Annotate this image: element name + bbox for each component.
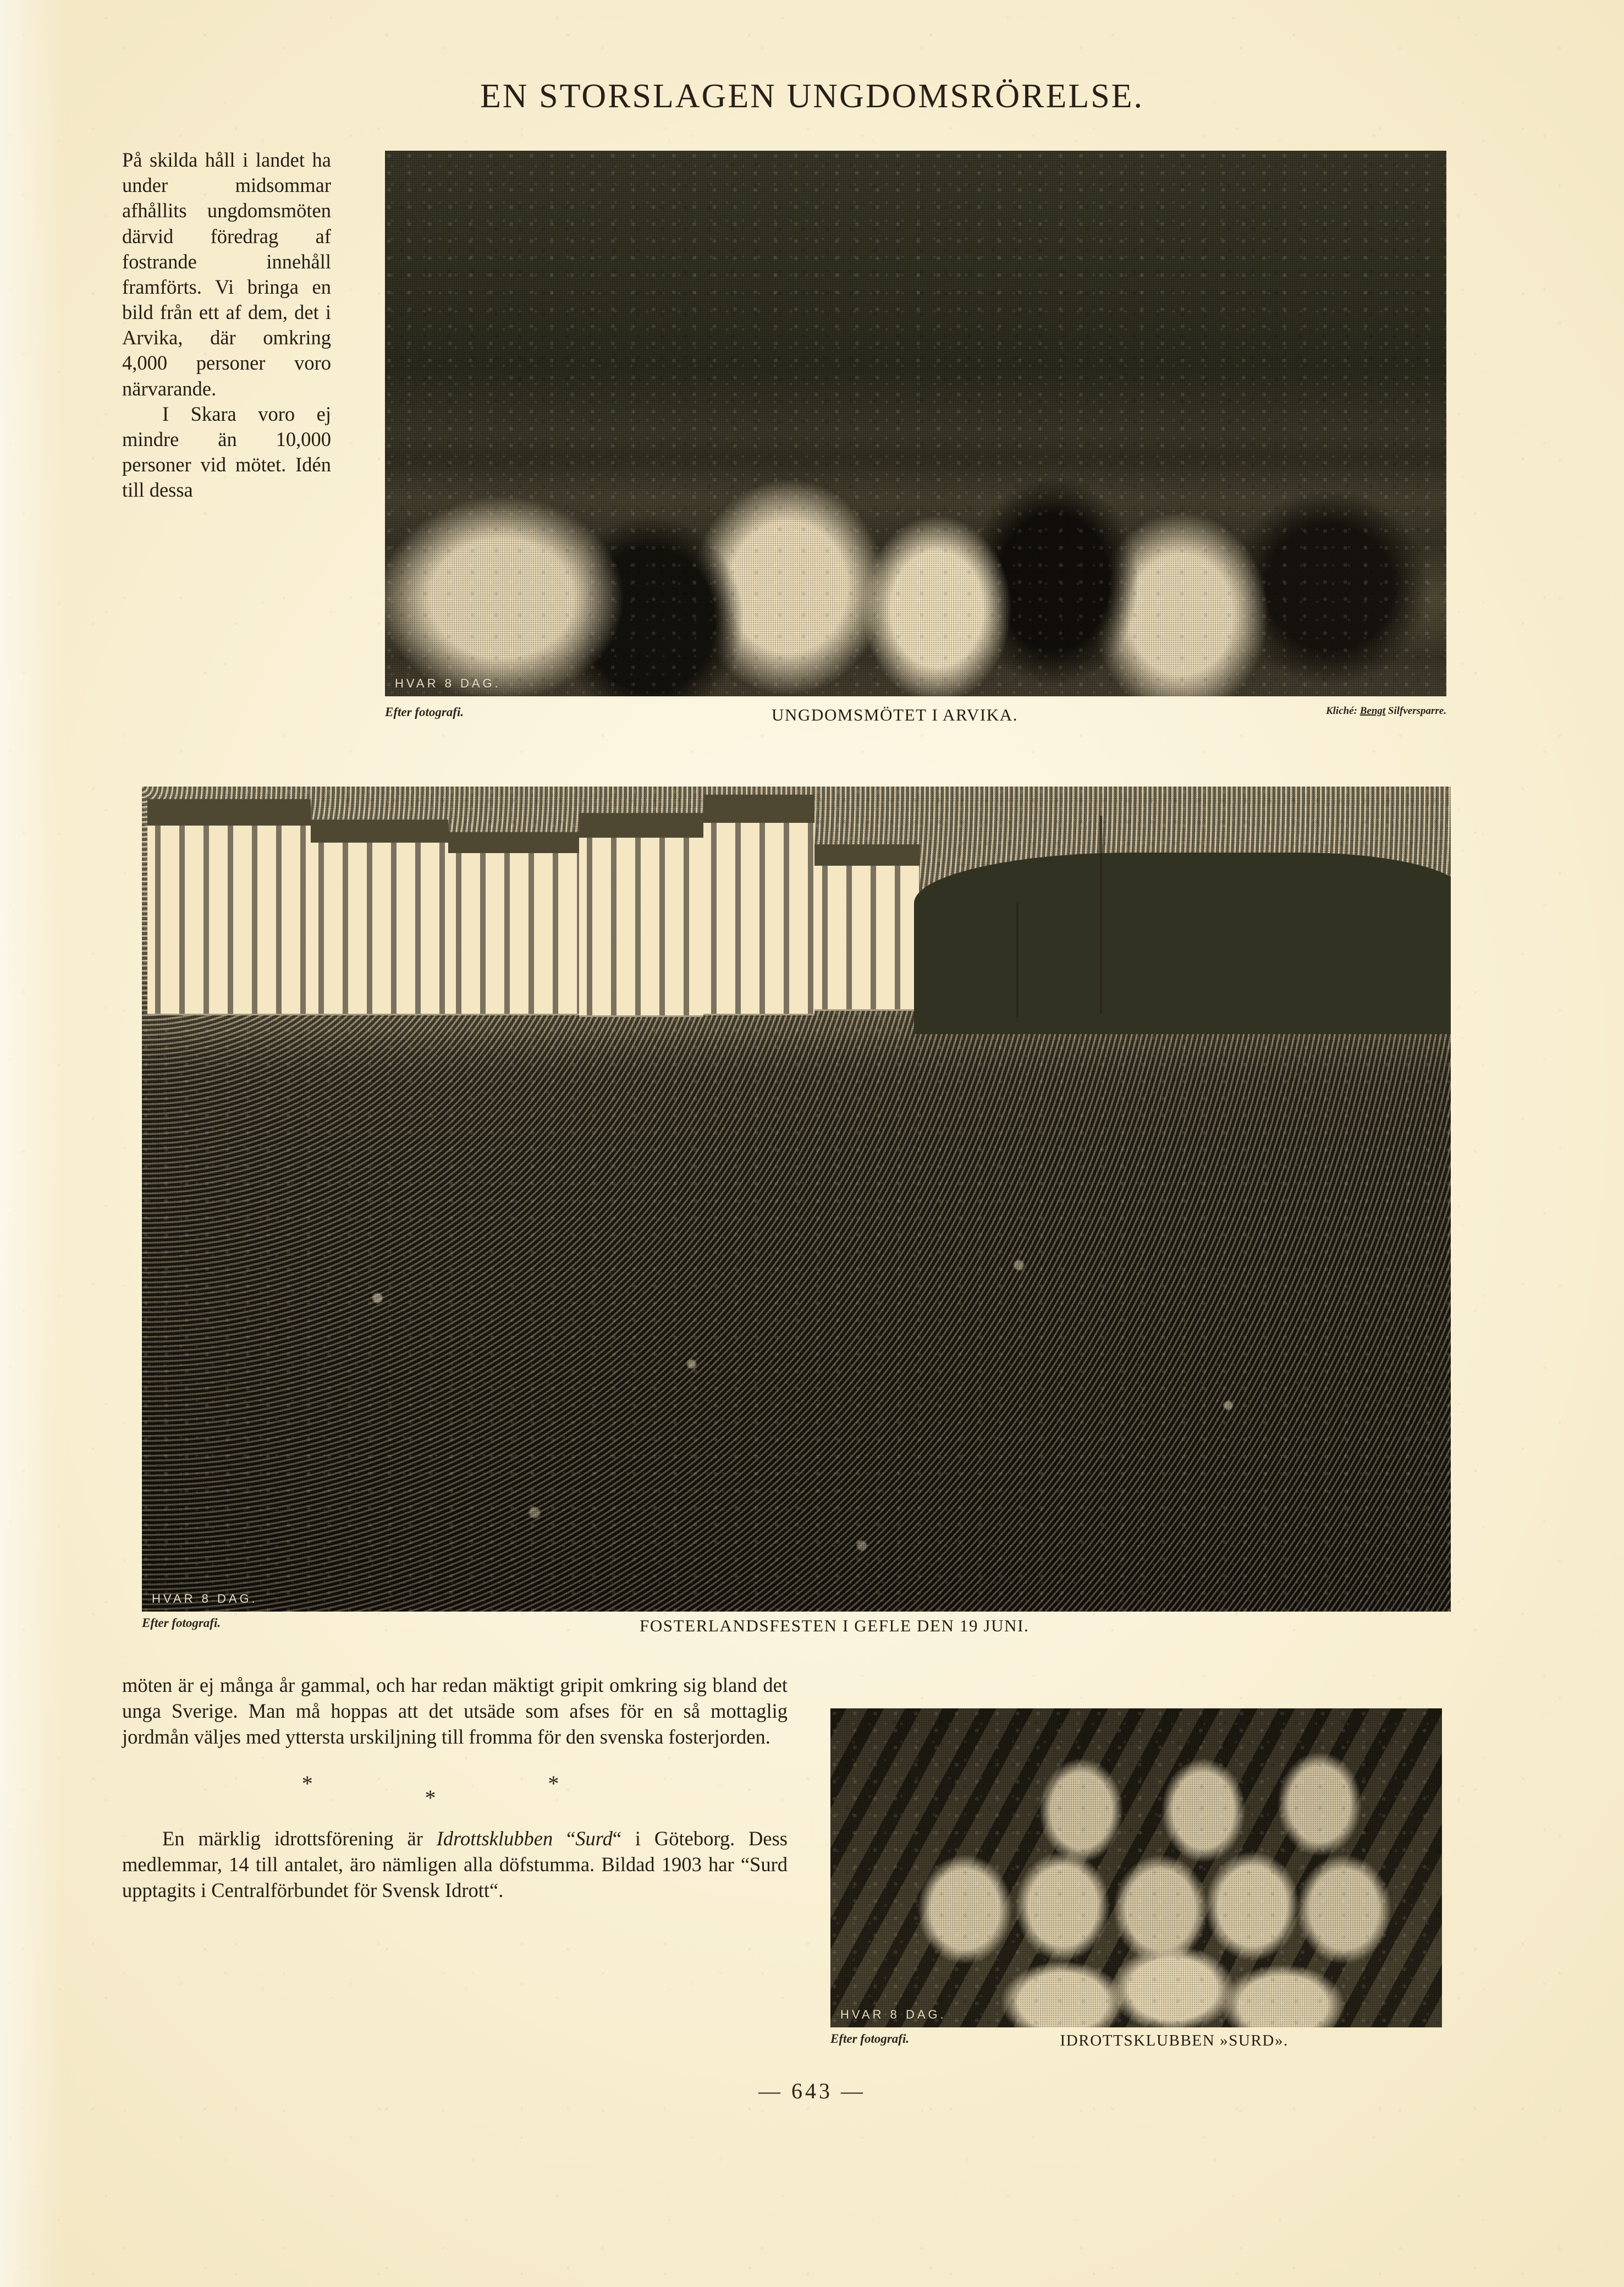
photo-ungdomsmotet-arvika xyxy=(385,151,1446,696)
watermark-hvar-8-dag: HVAR 8 DAG. xyxy=(840,2008,946,2021)
body-p2-run-2: “ xyxy=(553,1827,576,1850)
asterisk-right: * xyxy=(548,1771,559,1796)
photo-credit-right xyxy=(1326,705,1446,717)
roof-center xyxy=(448,832,579,854)
roof-left xyxy=(147,799,311,826)
building-left-center xyxy=(311,820,448,1015)
halftone-screen-overlay xyxy=(385,151,1446,696)
body-text-column xyxy=(122,1672,788,1903)
figure-ungdomsmotet-arvika xyxy=(385,151,1446,724)
photo-fosterlandsfesten-gefle xyxy=(142,787,1451,1612)
building-far-right xyxy=(814,844,919,1011)
cliche-surname: Silfversparre. xyxy=(1385,705,1446,717)
tree-line-background xyxy=(914,853,1451,1034)
photo-credit-left: Efter fotografi. xyxy=(830,2032,910,2046)
caption-spacer xyxy=(1448,1616,1451,1628)
flagpole xyxy=(1100,816,1102,1014)
building-left xyxy=(147,799,311,1015)
figure-caption-arvika: UNGDOMSMÖTET I ARVIKA. xyxy=(772,705,1019,724)
halftone-screen-overlay xyxy=(830,1708,1442,2027)
figure-caption-bar-arvika xyxy=(385,705,1446,725)
figure-caption-gefle: FOSTERLANDSFESTEN I GEFLE DEN 19 JUNI. xyxy=(639,1616,1030,1635)
building-center xyxy=(448,832,579,1015)
body-paragraph-1: möten är ej många år gammal, och har redan mäktigt gripit omkring sig bland det unga Sverige. Man må hoppas att det utsäde som afses för en så mottaglig jordmån väljes med yttersta urskiljning till fromma för den svenska fosterjorden. xyxy=(122,1674,788,1749)
cliche-name: Bengt xyxy=(1359,705,1386,717)
photo-grain-overlay xyxy=(830,1708,1442,2027)
building-tall-right xyxy=(703,795,814,1015)
roof-left-center xyxy=(311,820,448,843)
roof-tall-right xyxy=(703,795,814,823)
photo-tone-overlay xyxy=(830,1708,1442,2027)
roof-far-right xyxy=(814,844,919,866)
body-paragraph-2 xyxy=(122,1826,788,1903)
intro-paragraph-2: I Skara voro ej mindre än 10,000 personer vid mötet. Idén till dessa xyxy=(122,402,331,502)
page-title: EN STORSLAGEN UNGDOMSRÖRELSE. xyxy=(480,77,1144,115)
building-center-right xyxy=(579,813,703,1017)
intro-text-column xyxy=(122,147,331,503)
body-p2-run-3: “ i Göteborg. Dess medlemmar, 14 till antalet, äro nämligen alla döfstumma. Bildad 1903 har “Surd upptagits i Centralförbundet för Svensk Idrott“. xyxy=(122,1827,788,1902)
asterisk-separator xyxy=(122,1757,788,1823)
photo-tone-overlay xyxy=(385,151,1446,696)
figure-idrottsklubben-surd xyxy=(830,1708,1442,2049)
asterisk-left: * xyxy=(301,1771,313,1796)
photo-credit-left: Efter fotografi. xyxy=(142,1616,221,1630)
figure-caption-bar-surd xyxy=(830,2032,1442,2050)
figure-caption-bar-gefle xyxy=(142,1616,1451,1636)
photo-credit-left: Efter fotografi. xyxy=(385,705,464,719)
watermark-hvar-8-dag: HVAR 8 DAG. xyxy=(395,677,501,690)
asterisk-center: * xyxy=(425,1785,436,1811)
watermark-hvar-8-dag: HVAR 8 DAG. xyxy=(152,1592,258,1606)
body-p2-run-1: En märklig idrottsförening är xyxy=(162,1827,437,1850)
lamp-post xyxy=(1016,902,1019,1018)
body-p2-italic-idrottsklubben: Idrottsklubben xyxy=(436,1827,553,1850)
figure-fosterlandsfesten-gefle xyxy=(142,787,1451,1635)
photo-idrottsklubben-surd xyxy=(830,1708,1442,2027)
caption-spacer xyxy=(1439,2032,1442,2044)
figure-caption-surd: IDROTTSKLUBBEN »SURD». xyxy=(1060,2032,1289,2049)
photo-grain-overlay xyxy=(385,151,1446,696)
intro-paragraph-1: På skilda håll i landet ha under midsommar afhållits ungdomsmöten därvid föredrag af fostrande innehåll framförts. Vi bringa en bild från ett af dem, det i Arvika, där omkring 4,000 personer voro närvarande. xyxy=(122,149,331,400)
roof-center-right xyxy=(579,813,703,838)
cliche-label: Kliché: xyxy=(1325,705,1357,717)
page-number: — 643 — xyxy=(758,2079,866,2103)
body-p2-italic-surd: Surd xyxy=(575,1827,613,1850)
